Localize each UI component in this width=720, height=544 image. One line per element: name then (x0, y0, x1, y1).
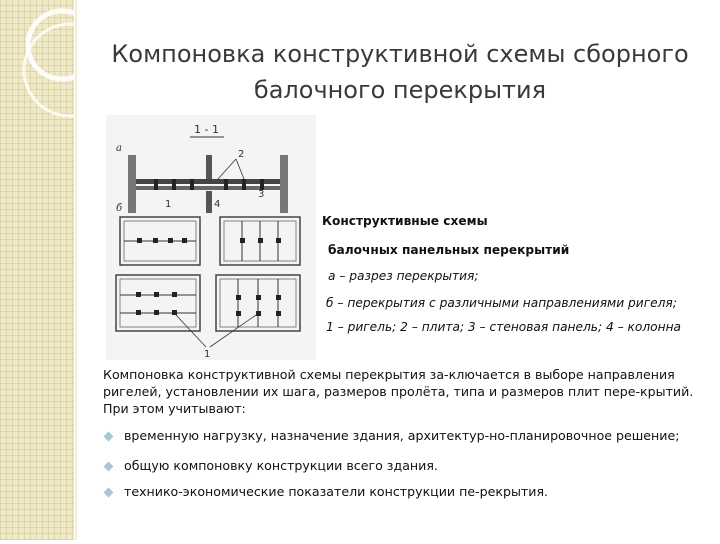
label-a: а (116, 143, 122, 154)
caption-line-2: балочных панельных перекрытий (328, 243, 570, 257)
beam-floor-diagram (106, 115, 316, 360)
bullet-icon (104, 432, 114, 442)
slide-title (90, 36, 710, 108)
callout-1-bottom: 1 (204, 349, 211, 360)
callout-1: 1 (165, 199, 172, 210)
decorative-left-band (0, 0, 74, 540)
bullet-icon (104, 462, 114, 472)
section-label: 1 - 1 (194, 123, 219, 136)
body-paragraph: Компоновка конструктивной схемы перекрытия за-ключается в выборе направления ригелей, установлении их шага, размеров пролёта, типа и размеров плит пере-крытий. При этом учитывают: (103, 367, 694, 416)
title-line-2: балочного перекрытия (253, 76, 547, 104)
callout-4: 4 (214, 199, 221, 210)
band-divider (75, 0, 77, 540)
diagram-svg (106, 115, 316, 360)
bullet-text: общую компоновку конструкции всего здания. (124, 458, 438, 473)
caption-line-4: б – перекрытия с различными направлениями ригеля; (326, 296, 677, 310)
caption-line-3: а – разрез перекрытия; (328, 269, 479, 283)
bullet-text: технико-экономические показатели конструкции пе-рекрытия. (124, 484, 549, 499)
decorative-circles (0, 0, 74, 540)
title-line-1: Компоновка конструктивной схемы сборного (111, 40, 689, 68)
callout-3: 3 (258, 189, 265, 200)
caption-line-5: 1 – ригель; 2 – плита; 3 – стеновая панель; 4 – колонна (326, 320, 682, 334)
caption-line-1: Конструктивные схемы (322, 214, 488, 228)
callout-2: 2 (238, 149, 245, 160)
label-b: б (116, 203, 123, 214)
bullet-text: временную нагрузку, назначение здания, архитектур-но-планировочное решение; (124, 428, 680, 443)
bullet-icon (104, 488, 114, 498)
